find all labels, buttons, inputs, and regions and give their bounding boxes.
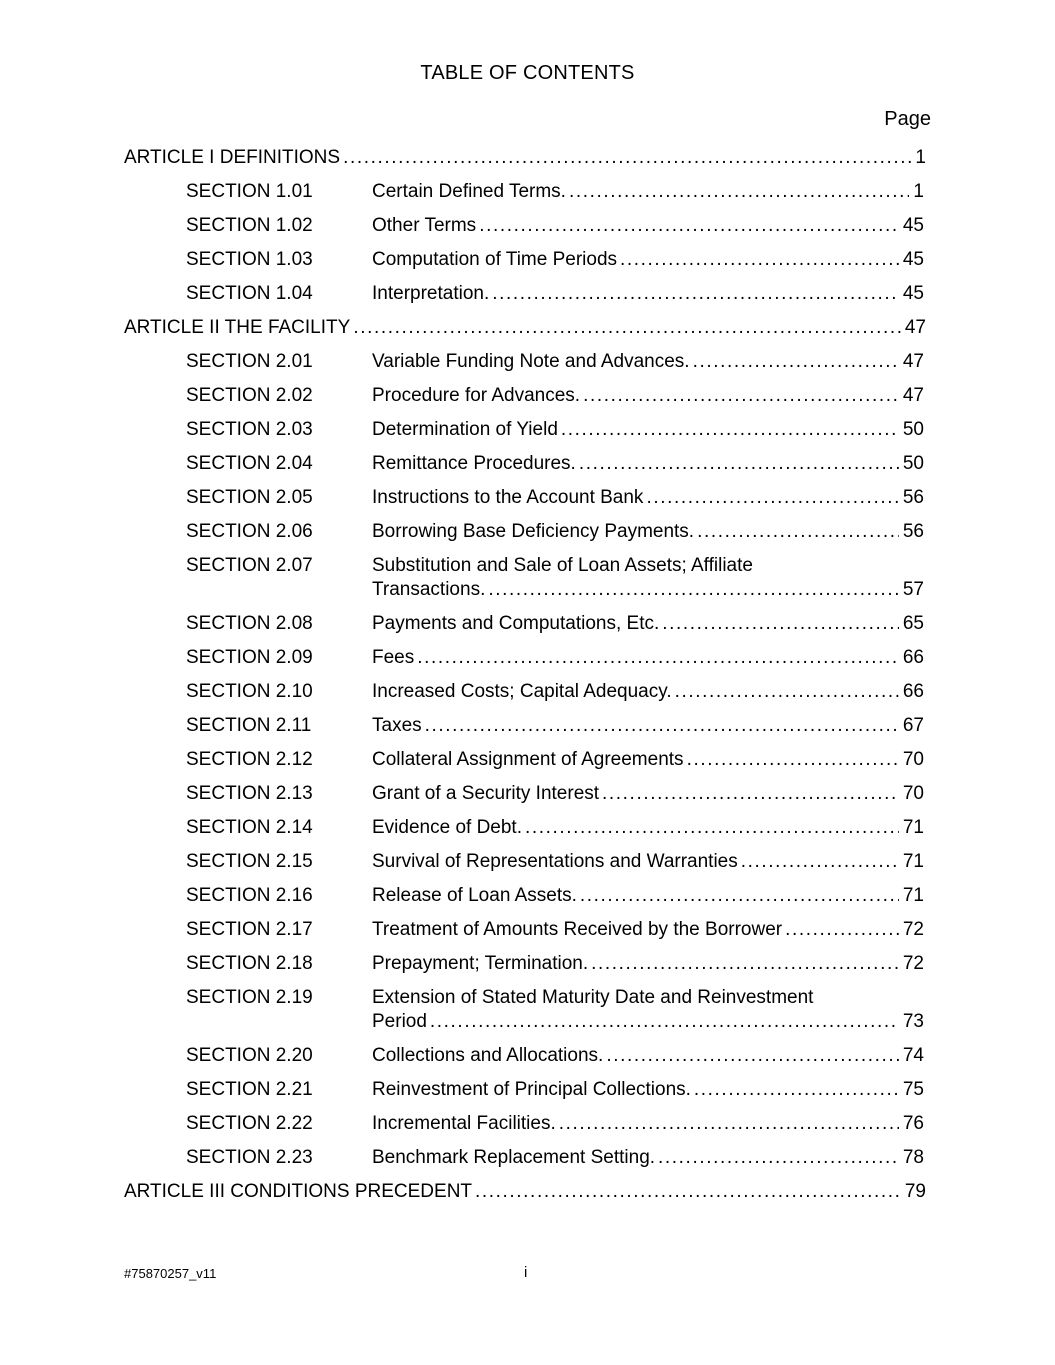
section-body: [372, 350, 924, 374]
dot-leader: [693, 350, 899, 374]
toc-leader-line: [372, 1044, 924, 1068]
section-title: Substitution and Sale of Loan Assets; Affiliate: [372, 555, 753, 576]
section-number: SECTION 2.11: [186, 715, 312, 736]
dot-leader: [580, 884, 899, 908]
section-body: [372, 1044, 924, 1068]
toc-page-number: 66: [902, 647, 924, 668]
page-title: TABLE OF CONTENTS: [420, 62, 635, 84]
toc-section-entry[interactable]: [124, 520, 926, 554]
section-title: Interpretation.: [372, 283, 490, 304]
section-title: Increased Costs; Capital Adequacy.: [372, 681, 672, 702]
section-title: Grant of a Security Interest: [372, 783, 600, 804]
toc-leader-line: [124, 1180, 926, 1204]
toc-leader-line: [372, 248, 924, 272]
toc-section-entry[interactable]: [124, 748, 926, 782]
toc-leader-line: [372, 418, 924, 442]
toc-page-number: 47: [902, 351, 924, 372]
toc-page-number: 57: [902, 579, 924, 600]
section-body: [372, 612, 924, 636]
dot-leader: [662, 612, 899, 636]
toc-leader-line: [372, 1112, 924, 1136]
section-body: [372, 1146, 924, 1170]
section-body: [372, 554, 924, 602]
toc-section-entry[interactable]: [124, 282, 926, 316]
toc-leader-line: [124, 316, 926, 340]
section-number: SECTION 2.23: [186, 1147, 313, 1168]
toc-section-entry[interactable]: [124, 1044, 926, 1078]
section-title: Certain Defined Terms.: [372, 181, 566, 202]
section-number: SECTION 2.21: [186, 1079, 313, 1100]
dot-leader: [741, 850, 899, 874]
toc-page-number: 65: [902, 613, 924, 634]
section-number: SECTION 2.10: [186, 681, 313, 702]
section-title: Instructions to the Account Bank: [372, 487, 644, 508]
toc-leader-line: [372, 350, 924, 374]
dot-leader: [488, 578, 899, 602]
section-number: SECTION 2.05: [186, 487, 313, 508]
section-body: [372, 952, 924, 976]
toc-page-number: 50: [902, 453, 924, 474]
dot-leader: [658, 1146, 899, 1170]
toc-section-entry[interactable]: [124, 1078, 926, 1112]
section-title: Fees: [372, 647, 415, 668]
section-body: [372, 248, 924, 272]
section-number: SECTION 2.04: [186, 453, 313, 474]
section-title: Treatment of Amounts Received by the Borrower: [372, 919, 783, 940]
section-number: SECTION 2.01: [186, 351, 313, 372]
section-title: Collateral Assignment of Agreements: [372, 749, 684, 770]
toc-section-entry[interactable]: [124, 418, 926, 452]
dot-leader: [697, 520, 899, 544]
toc-leader-line: [372, 952, 924, 976]
section-number: SECTION 1.03: [186, 249, 313, 270]
section-number: SECTION 2.12: [186, 749, 313, 770]
section-title: Evidence of Debt.: [372, 817, 522, 838]
toc-leader-line: [372, 1078, 924, 1102]
toc-section-entry[interactable]: [124, 452, 926, 486]
article-title: ARTICLE II THE FACILITY: [124, 317, 351, 338]
toc-page-number: 56: [902, 521, 924, 542]
toc-leader-line: [372, 680, 924, 704]
section-number: SECTION 2.22: [186, 1113, 313, 1134]
section-body: [372, 384, 924, 408]
dot-leader: [430, 1010, 899, 1034]
dot-leader: [620, 248, 899, 272]
toc-page-number: 70: [902, 749, 924, 770]
toc-leader-line: [372, 748, 924, 772]
toc-leader-line: [372, 578, 924, 602]
toc-page-number: 78: [902, 1147, 924, 1168]
toc-leader-line: [372, 884, 924, 908]
section-number: SECTION 2.07: [186, 555, 313, 576]
dot-leader: [479, 214, 899, 238]
section-body: [372, 1078, 924, 1102]
section-title: Computation of Time Periods: [372, 249, 618, 270]
dot-leader: [343, 146, 911, 170]
toc-page-number: 72: [902, 953, 924, 974]
article-title: ARTICLE III CONDITIONS PRECEDENT: [124, 1181, 473, 1202]
toc-leader-line: [372, 782, 924, 806]
article-title: ARTICLE I DEFINITIONS: [124, 147, 341, 168]
section-number: SECTION 2.20: [186, 1045, 313, 1066]
section-body: [372, 748, 924, 772]
dot-leader: [425, 714, 899, 738]
toc-article-entry[interactable]: [124, 1180, 926, 1214]
dot-leader: [606, 1044, 899, 1068]
toc-leader-line: [372, 1146, 924, 1170]
section-body: [372, 282, 924, 306]
section-title: Borrowing Base Deficiency Payments.: [372, 521, 695, 542]
section-body: [372, 1112, 924, 1136]
toc-page-number: 56: [902, 487, 924, 508]
section-number: SECTION 2.02: [186, 385, 313, 406]
toc-section-entry[interactable]: [124, 214, 926, 248]
toc-page-number: 1: [913, 181, 924, 202]
table-of-contents: [124, 146, 926, 1214]
dot-leader: [561, 418, 899, 442]
toc-leader-line: [372, 384, 924, 408]
toc-section-entry[interactable]: [124, 816, 926, 850]
toc-page-number: 72: [902, 919, 924, 940]
toc-section-entry[interactable]: [124, 986, 926, 1044]
toc-section-entry[interactable]: [124, 612, 926, 646]
section-body: [372, 646, 924, 670]
toc-page-number: 71: [902, 885, 924, 906]
section-title: Survival of Representations and Warranties: [372, 851, 738, 872]
dot-leader: [583, 384, 899, 408]
section-title: Payments and Computations, Etc.: [372, 613, 660, 634]
section-body: [372, 486, 924, 510]
toc-section-entry[interactable]: [124, 180, 926, 214]
section-title: Benchmark Replacement Setting.: [372, 1147, 656, 1168]
toc-page-number: 71: [902, 851, 924, 872]
section-body: [372, 180, 924, 204]
section-number: SECTION 1.04: [186, 283, 313, 304]
toc-section-entry[interactable]: [124, 850, 926, 884]
toc-page-number: 71: [902, 817, 924, 838]
toc-page-number: 1: [915, 147, 926, 168]
toc-leader-line: [372, 850, 924, 874]
section-title: Determination of Yield: [372, 419, 558, 440]
dot-leader: [687, 748, 899, 772]
dot-leader: [694, 1078, 899, 1102]
toc-leader-line: [372, 214, 924, 238]
toc-page-number: 45: [902, 283, 924, 304]
section-body: [372, 850, 924, 874]
section-title: Prepayment; Termination.: [372, 953, 589, 974]
section-number: SECTION 2.18: [186, 953, 313, 974]
toc-leader-line: [372, 918, 924, 942]
toc-page-number: 75: [902, 1079, 924, 1100]
section-title: Procedure for Advances.: [372, 385, 581, 406]
toc-page-number: 45: [902, 249, 924, 270]
toc-leader-line: [372, 486, 924, 510]
dot-leader: [785, 918, 899, 942]
document-id: #75870257_v11: [124, 1266, 217, 1281]
toc-page-number: 73: [902, 1011, 924, 1032]
dot-leader: [579, 452, 899, 476]
dot-leader: [675, 680, 899, 704]
toc-leader-line: [372, 520, 924, 544]
toc-section-entry[interactable]: [124, 952, 926, 986]
toc-page-number: 47: [902, 385, 924, 406]
section-body: [372, 986, 924, 1034]
section-body: [372, 918, 924, 942]
section-title-continued: Transactions.: [372, 579, 486, 600]
section-title: Remittance Procedures.: [372, 453, 576, 474]
section-title: Variable Funding Note and Advances.: [372, 351, 690, 372]
dot-leader: [559, 1112, 899, 1136]
section-number: SECTION 2.03: [186, 419, 313, 440]
toc-section-entry[interactable]: [124, 782, 926, 816]
toc-leader-line: [372, 816, 924, 840]
toc-page-number: 45: [902, 215, 924, 236]
toc-page-number: 50: [902, 419, 924, 440]
dot-leader: [591, 952, 899, 976]
toc-page-number: 66: [902, 681, 924, 702]
section-number: SECTION 2.08: [186, 613, 313, 634]
toc-section-entry[interactable]: [124, 384, 926, 418]
toc-section-entry[interactable]: [124, 714, 926, 748]
toc-section-entry[interactable]: [124, 1146, 926, 1180]
dot-leader: [492, 282, 899, 306]
toc-section-entry[interactable]: [124, 884, 926, 918]
toc-leader-line: [372, 612, 924, 636]
section-title: Extension of Stated Maturity Date and Reinvestment: [372, 987, 814, 1008]
section-body: [372, 782, 924, 806]
section-body: [372, 214, 924, 238]
section-title: Other Terms: [372, 215, 477, 236]
toc-page-number: 70: [902, 783, 924, 804]
toc-leader-line: [372, 646, 924, 670]
toc-section-entry[interactable]: [124, 918, 926, 952]
toc-section-entry[interactable]: [124, 486, 926, 520]
section-number: SECTION 2.14: [186, 817, 313, 838]
section-title: Taxes: [372, 715, 422, 736]
toc-page-number: 67: [902, 715, 924, 736]
section-title: Incremental Facilities.: [372, 1113, 556, 1134]
toc-leader-line: [124, 146, 926, 170]
toc-leader-line: [372, 180, 924, 204]
page-column-header: Page: [884, 108, 931, 130]
section-number: SECTION 2.13: [186, 783, 313, 804]
section-number: SECTION 2.09: [186, 647, 313, 668]
section-title-continued: Period: [372, 1011, 427, 1032]
section-number: SECTION 2.17: [186, 919, 313, 940]
dot-leader: [353, 316, 901, 340]
toc-section-entry[interactable]: [124, 248, 926, 282]
toc-article-entry[interactable]: [124, 316, 926, 350]
section-number: SECTION 1.02: [186, 215, 313, 236]
toc-page-number: 47: [904, 317, 926, 338]
toc-leader-line: [372, 282, 924, 306]
section-body: [372, 884, 924, 908]
page-number: i: [524, 1264, 528, 1281]
section-number: SECTION 1.01: [186, 181, 313, 202]
toc-section-entry[interactable]: [124, 1112, 926, 1146]
section-body: [372, 520, 924, 544]
toc-section-entry[interactable]: [124, 680, 926, 714]
section-title: Collections and Allocations.: [372, 1045, 604, 1066]
section-body: [372, 816, 924, 840]
section-title: Reinvestment of Principal Collections.: [372, 1079, 691, 1100]
toc-section-entry[interactable]: [124, 554, 926, 612]
dot-leader: [525, 816, 899, 840]
section-body: [372, 418, 924, 442]
toc-page-number: 76: [902, 1113, 924, 1134]
toc-leader-line: [372, 714, 924, 738]
dot-leader: [646, 486, 898, 510]
toc-article-entry[interactable]: [124, 146, 926, 180]
section-body: [372, 680, 924, 704]
toc-leader-line: [372, 1010, 924, 1034]
section-number: SECTION 2.06: [186, 521, 313, 542]
toc-section-entry[interactable]: [124, 350, 926, 384]
dot-leader: [602, 782, 899, 806]
section-title: Release of Loan Assets.: [372, 885, 577, 906]
dot-leader: [417, 646, 899, 670]
section-number: SECTION 2.19: [186, 987, 313, 1008]
section-body: [372, 452, 924, 476]
section-body: [372, 714, 924, 738]
dot-leader: [475, 1180, 901, 1204]
section-number: SECTION 2.15: [186, 851, 313, 872]
dot-leader: [569, 180, 909, 204]
toc-leader-line: [372, 452, 924, 476]
toc-page-number: 79: [904, 1181, 926, 1202]
toc-page-number: 74: [902, 1045, 924, 1066]
toc-section-entry[interactable]: [124, 646, 926, 680]
section-number: SECTION 2.16: [186, 885, 313, 906]
